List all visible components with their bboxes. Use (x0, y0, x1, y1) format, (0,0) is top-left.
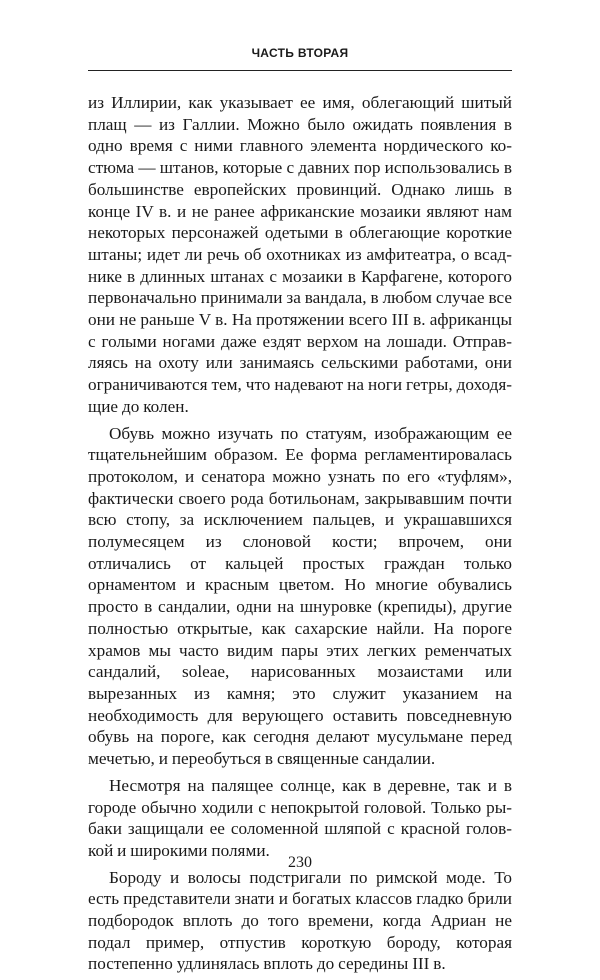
body-text (88, 92, 512, 980)
paragraph-1: из Иллирии, как указывает ее имя, облегающий шитый плащ — из Галлии. Можно было ожидать появления в одно время с ними главного элемента нордического костюма — штанов, которые с давних пор использовались в большинстве европейских провинций. Однако лишь в конце IV в. и не ранее африканские мозаики являют нам некоторых персонажей одетыми в облегающие короткие штаны; идет ли речь об охотниках из амфитеатра, о всаднике в длинных штанах с мозаики в Карфагене, которого первоначально принимали за вандала, в любом случае все они не раньше V в. На протяжении всего III в. африканцы с голыми ногами даже ездят верхом на лошади. Отправляясь на охоту или занимаясь сельскими работами, они ограничиваются тем, что надевают на ноги гетры, доходящие до колен. (88, 93, 512, 416)
running-head: ЧАСТЬ ВТОРАЯ (251, 46, 349, 60)
paragraph-4: Бороду и волосы подстригали по римской моде. То есть представители знати и богатых классов гладко брили подбородок вплоть до того времени, когда Адриан не подал пример, отпустив короткую бороду, которая постепенно удлинялась вплоть до середины III в. (88, 867, 512, 974)
header-rule (88, 70, 512, 71)
paragraph-2: Обувь можно изучать по статуям, изображающим ее тщательнейшим образом. Ее форма регламентировалась протоколом, и сенатора можно узнать по его «туфлям», фактически своего рода ботильонам, закрывавшим почти всю стопу, за исключением пальцев, и украшавшихся полумесяцем из слоновой кости; впрочем, они отличались от кальцей простых граждан только орнаментом и красным цветом. Но многие обувались просто в сандалии, одни на шнуровке (крепиды), другие полностью открытые, как сахарские найли. На пороге храмов мы часто видим пары этих легких ременчатых сандалий, soleae, нарисованных мозаистами или вырезанных из камня; это служит указанием на необходимость для верующего оставить повседневную обувь на пороге, как сегодня делают мусульмане перед мечетью, и переобуться в священные сандалии. (88, 423, 512, 769)
page-number: 230 (288, 854, 312, 871)
paragraph-3: Несмотря на палящее солнце, как в деревне, так и в городе обычно ходили с непокрытой головой. Только рыбаки защищали ее соломенной шляпой с красной головкой и широкими полями. (88, 775, 512, 860)
